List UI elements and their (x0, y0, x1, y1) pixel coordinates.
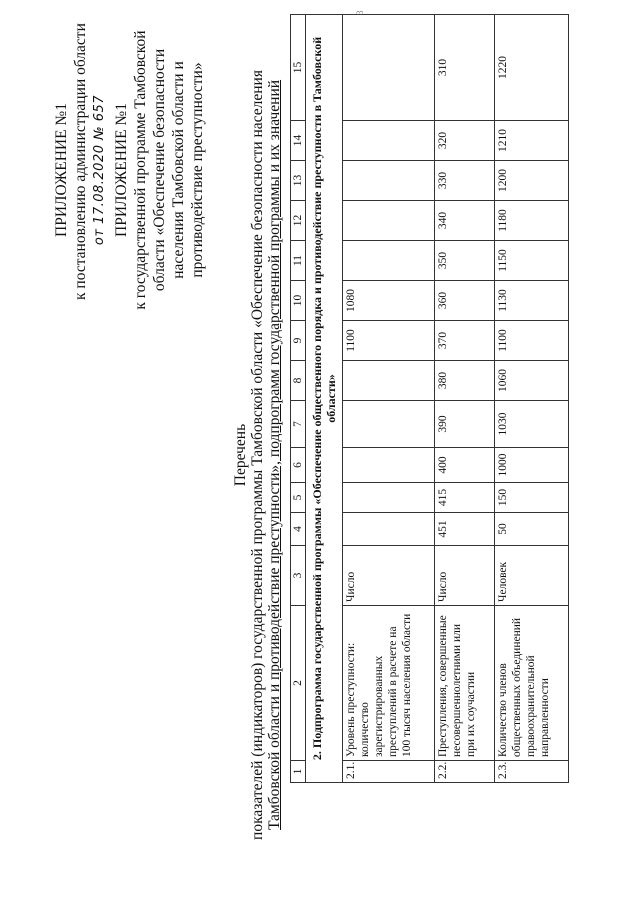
value-cell (343, 401, 435, 448)
value-cell (343, 361, 435, 401)
indicator-name: Преступления, совершенные несовершеннолетними или при их соучастии (435, 606, 495, 761)
column-number: 6 (291, 448, 306, 483)
value-cell: 350 (435, 241, 495, 281)
value-cell: 1000 (495, 448, 569, 483)
value-cell: 415 (435, 483, 495, 513)
value-cell: 1200 (495, 161, 569, 201)
section-title: 2. Подпрограмма государственной программы «Обеспечение общественного порядка и противодействие преступности в Тамбовской области» (306, 15, 343, 783)
value-cell: 1060 (495, 361, 569, 401)
indicator-unit: Человек (495, 546, 569, 606)
column-number: 7 (291, 401, 306, 448)
indicator-unit: Число (343, 546, 435, 606)
table-row (343, 15, 435, 783)
value-cell: 50 (495, 513, 569, 546)
row-number: 2.3. (495, 761, 569, 783)
document-subtitle-line: Тамбовской области и противодействие преступности», подпрограмм государственной программы и их значений (266, 79, 283, 831)
value-cell: 1210 (495, 121, 569, 161)
appendix-program-block (112, 30, 207, 310)
value-cell: 370 (435, 321, 495, 361)
column-number-row (291, 15, 306, 783)
value-cell (343, 483, 435, 513)
indicator-name: Уровень преступности: количество зарегистрированных преступлений в расчете на 100 тысяч населения области (343, 606, 435, 761)
document-subtitle-line: показателей (индикаторов) государственной программы Тамбовской области «Обеспечение безопасности населения (249, 70, 266, 840)
value-cell: 1100 (495, 321, 569, 361)
value-cell: 310 (435, 15, 495, 121)
value-cell (343, 121, 435, 161)
value-cell (343, 241, 435, 281)
column-number: 14 (291, 121, 306, 161)
indicators-table (290, 14, 569, 783)
row-number: 2.1. (343, 761, 435, 783)
appendix-reference: к постановлению администрации области (72, 23, 89, 300)
appendix-reference-line: населения Тамбовской области и (170, 61, 187, 279)
column-number: 12 (291, 201, 306, 241)
appendix-reference-line: противодействие преступности» (189, 62, 206, 278)
handwritten-date-number: от 17.08.2020 № 657 (92, 94, 107, 246)
column-number: 13 (291, 161, 306, 201)
value-cell: 1180 (495, 201, 569, 241)
table-row (495, 15, 569, 783)
column-number: 4 (291, 513, 306, 546)
value-cell (343, 201, 435, 241)
value-cell: 1130 (495, 281, 569, 321)
appendix-title: ПРИЛОЖЕНИЕ №1 (113, 103, 130, 237)
value-cell: 150 (495, 483, 569, 513)
column-number: 11 (291, 241, 306, 281)
value-cell: 1030 (495, 401, 569, 448)
column-number: 1 (291, 761, 306, 783)
column-number: 2 (291, 606, 306, 761)
value-cell: 340 (435, 201, 495, 241)
value-cell: 400 (435, 448, 495, 483)
value-cell: 1100 (343, 321, 435, 361)
document-title-block (232, 25, 283, 885)
value-cell: 320 (435, 121, 495, 161)
column-number: 10 (291, 281, 306, 321)
value-cell: 1150 (495, 241, 569, 281)
value-cell: 451 (435, 513, 495, 546)
column-number: 8 (291, 361, 306, 401)
row-number: 2.2. (435, 761, 495, 783)
table-row (435, 15, 495, 783)
value-cell (343, 161, 435, 201)
column-number: 5 (291, 483, 306, 513)
column-number: 15 (291, 15, 306, 121)
section-row (306, 15, 343, 783)
indicator-name: Количество членов общественных объединений правоохранительной направленности (495, 606, 569, 761)
column-number: 9 (291, 321, 306, 361)
value-cell: 380 (435, 361, 495, 401)
value-cell (343, 513, 435, 546)
value-cell: 1220 (495, 15, 569, 121)
appendix-decree-block (52, 23, 109, 300)
appendix-title: ПРИЛОЖЕНИЕ №1 (53, 103, 70, 237)
value-cell: 330 (435, 161, 495, 201)
indicator-unit: Число (435, 546, 495, 606)
appendix-reference-line: области «Обеспечение безопасности (151, 48, 168, 292)
page-mark: 3 (355, 10, 365, 15)
value-cell (343, 15, 435, 121)
value-cell: 390 (435, 401, 495, 448)
appendix-reference-line: к государственной программе Тамбовской (132, 30, 149, 310)
value-cell: 360 (435, 281, 495, 321)
value-cell: 1080 (343, 281, 435, 321)
column-number: 3 (291, 546, 306, 606)
document-title: Перечень (232, 423, 249, 487)
value-cell (343, 448, 435, 483)
